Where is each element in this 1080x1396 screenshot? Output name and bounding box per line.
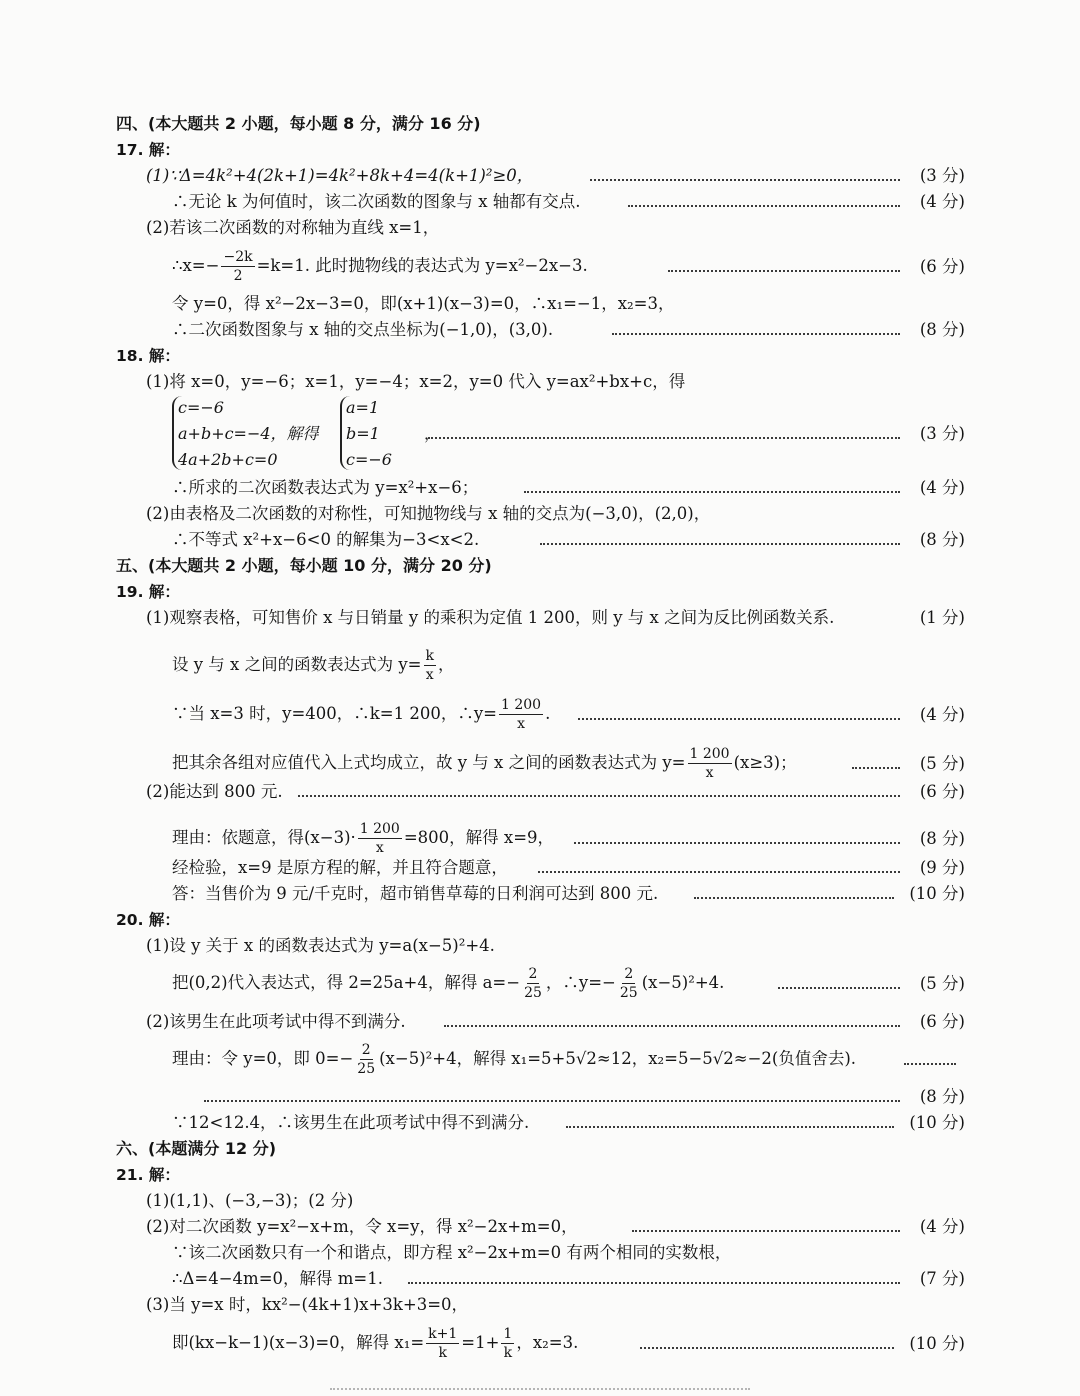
formula-prefix: ∴x=− [172,256,220,275]
question-number: 20. 解： [116,911,180,929]
fraction [501,1325,514,1362]
solution-text: (2)该男生在此项考试中得不到满分. [146,1012,406,1031]
formula-prefix: 设 y 与 x 之间的函数表达式为 y= [172,655,422,674]
score-mark: (5 分) [919,974,965,993]
formula-suffix: =800，解得 x=9， [403,828,555,847]
dot-leader [524,491,900,493]
score-mark: (4 分) [919,192,965,211]
score-mark: (8 分) [919,530,965,549]
denominator: x [425,667,434,683]
equation-row: a+b+c=−4，解得 [178,424,319,443]
fraction [618,965,640,1002]
solution-row: a=1 [346,398,380,417]
question-number: 17. 解： [116,141,180,159]
formula-suffix: ， [437,655,455,674]
solution-text: (2)由表格及二次函数的对称性，可知抛物线与 x 轴的交点为(−3,0)，(2,0)， [146,504,711,523]
score-mark: (9 分) [919,858,965,877]
score-mark: (4 分) [919,1217,965,1236]
dot-leader [632,1230,900,1232]
dot-leader [694,897,894,899]
score-mark: (10 分) [909,1113,965,1132]
solution-text: (2)能达到 800 元. [146,782,283,801]
dot-leader [574,842,900,844]
denominator: k [438,1345,447,1361]
solution-row: c=−6 [346,450,392,469]
solution-formula [172,248,588,285]
dot-leader [428,437,900,439]
score-mark: (1 分) [919,608,965,627]
solution-text: 令 y=0，得 x²−2x−3=0，即(x+1)(x−3)=0，∴x₁=−1，x₂=3， [172,294,675,313]
solution-text: (3)当 y=x 时，kx²−(4k+1)x+3k+3=0， [146,1295,469,1314]
solution-text: ∵该二次函数只有一个和谐点，即方程 x²−2x+m=0 有两个相同的实数根， [172,1243,732,1262]
numerator: 1 200 [359,821,400,837]
denominator: 25 [524,985,542,1001]
dot-leader [578,718,900,720]
solution-formula [172,745,797,782]
formula-prefix: 把(0,2)代入表达式，得 2=25a+4，解得 a=− [172,973,521,992]
formula-middle: =1+ [461,1333,500,1352]
numerator: k+1 [428,1326,458,1342]
dot-leader [640,1347,894,1349]
solution-formula [172,647,454,684]
numerator: 1 200 [500,697,542,713]
formula-suffix: =k=1. 此时抛物线的表达式为 y=x²−2x−3. [256,256,588,275]
denominator: 2 [233,268,243,284]
score-mark: (8 分) [919,320,965,339]
system-tail: ， [424,424,441,443]
solution-text: (1)∵Δ=4k²+4(2k+1)=4k²+8k+4=4(k+1)²≥0， [146,166,534,185]
section-title: 五、(本大题共 2 小题，每小题 10 分，满分 20 分) [116,556,492,575]
score-mark: (6 分) [919,257,965,276]
numerator: 1 200 [689,746,730,762]
solution-formula [172,820,554,857]
solution-text: (2)若该二次函数的对称轴为直线 x=1， [146,218,440,237]
dot-leader [778,987,900,989]
dot-leader [668,270,900,272]
solution-text: (1)设 y 关于 x 的函数表达式为 y=a(x−5)²+4. [146,936,495,955]
denominator: x [705,765,714,781]
formula-suffix: (x−5)²+4. [641,973,725,992]
solution-formula [172,965,724,1002]
score-mark: (3 分) [919,166,965,185]
solution-text: (2)对二次函数 y=x²−x+m，令 x=y，得 x²−2x+m=0， [146,1217,578,1236]
dot-leader [590,179,900,181]
formula-suffix: (x−5)²+4，解得 x₁=5+5√2≈12，x₂=5−5√2≈−2(负值舍去). [379,1049,857,1068]
numerator: 1 [503,1326,513,1342]
score-mark: (4 分) [919,478,965,497]
fraction [358,820,402,857]
fraction [355,1041,377,1078]
dot-leader [204,1100,900,1102]
score-mark: (10 分) [909,884,965,903]
formula-prefix: 理由：依题意，得(x−3)· [172,828,356,847]
denominator: k [503,1345,513,1361]
score-mark: (6 分) [919,782,965,801]
solution-text: (1)观察表格，可知售价 x 与日销量 y 的乘积为定值 1 200，则 y 与 x 之间为反比例函数关系. [146,608,835,627]
dot-leader [612,333,900,335]
numerator: 2 [624,966,634,982]
equation-row: 4a+2b+c=0 [178,450,278,469]
dot-leader [904,1063,956,1065]
solution-text: (1)将 x=0，y=−6；x=1，y=−4；x=2，y=0 代入 y=ax²+bx+c，得 [146,372,686,391]
solution-text: (1)(1,1)、(−3,−3)；(2 分) [146,1191,354,1210]
question-number: 21. 解： [116,1166,180,1184]
fraction [499,696,543,733]
solution-text: ∴不等式 x²+x−6<0 的解集为−3<x<2. [172,530,480,549]
score-mark: (3 分) [919,424,965,443]
dot-leader [628,205,900,207]
formula-suffix: ，x₂=3. [516,1333,579,1352]
score-mark: (8 分) [919,1087,965,1106]
fraction [424,647,436,684]
denominator: x [517,716,525,732]
equation-row: c=−6 [178,398,224,417]
solution-text: ∴无论 k 为何值时，该二次函数的图象与 x 轴都有交点. [172,192,581,211]
dot-leader [852,767,900,769]
score-mark: (6 分) [919,1012,965,1031]
denominator: 25 [619,985,638,1001]
dot-leader [298,795,900,797]
fraction [426,1325,459,1362]
section-title: 六、(本题满分 12 分) [116,1139,277,1158]
numerator: 2 [528,966,538,982]
fraction [688,745,732,782]
formula-middle: ，∴y=− [545,973,616,992]
formula-prefix: ∵当 x=3 时，y=400，∴k=1 200，∴y= [172,704,497,723]
numerator: −2k [223,249,253,265]
formula-suffix: . [545,704,551,723]
solution-text: ∴二次函数图象与 x 轴的交点坐标为(−1,0)，(3,0). [172,320,554,339]
solution-text: 答：当售价为 9 元/千克时，超市销售草莓的日利润可达到 800 元. [172,884,659,903]
solution-formula [172,1041,856,1078]
formula-prefix: 即(kx−k−1)(x−3)=0，解得 x₁= [172,1333,425,1352]
denominator: x [375,840,384,856]
section-title: 四、(本大题共 2 小题，每小题 8 分，满分 16 分) [116,114,481,133]
solution-formula [172,1325,578,1362]
dot-leader [408,1282,900,1284]
dot-leader [444,1025,900,1027]
denominator: 25 [357,1061,376,1077]
numerator: 2 [361,1042,371,1058]
equation-system [172,396,472,472]
fraction [221,248,254,285]
solution-text: 经检验，x=9 是原方程的解，并且符合题意， [172,858,508,877]
solution-formula [172,696,550,733]
score-mark: (4 分) [919,705,965,724]
solution-row: b=1 [346,424,380,443]
solution-text: ∵12<12.4，∴该男生在此项考试中得不到满分. [172,1113,530,1132]
score-mark: (5 分) [919,754,965,773]
solution-text: ∴Δ=4−4m=0，解得 m=1. [172,1269,383,1288]
score-mark: (8 分) [919,829,965,848]
dot-leader [566,1126,894,1128]
dot-leader [538,871,900,873]
dot-leader [540,543,900,545]
fraction [522,965,544,1002]
question-number: 19. 解： [116,583,180,601]
formula-prefix: 把其余各组对应值代入上式均成立，故 y 与 x 之间的函数表达式为 y= [172,753,686,772]
score-mark: (10 分) [909,1334,965,1353]
numerator: k [425,648,434,664]
score-mark: (7 分) [919,1269,965,1288]
formula-prefix: 理由：令 y=0，即 0=− [172,1049,354,1068]
cut-off-footer-line [330,1388,750,1396]
formula-suffix: (x≥3)； [733,753,797,772]
question-number: 18. 解： [116,347,180,365]
solution-text: ∴所求的二次函数表达式为 y=x²+x−6； [172,478,479,497]
